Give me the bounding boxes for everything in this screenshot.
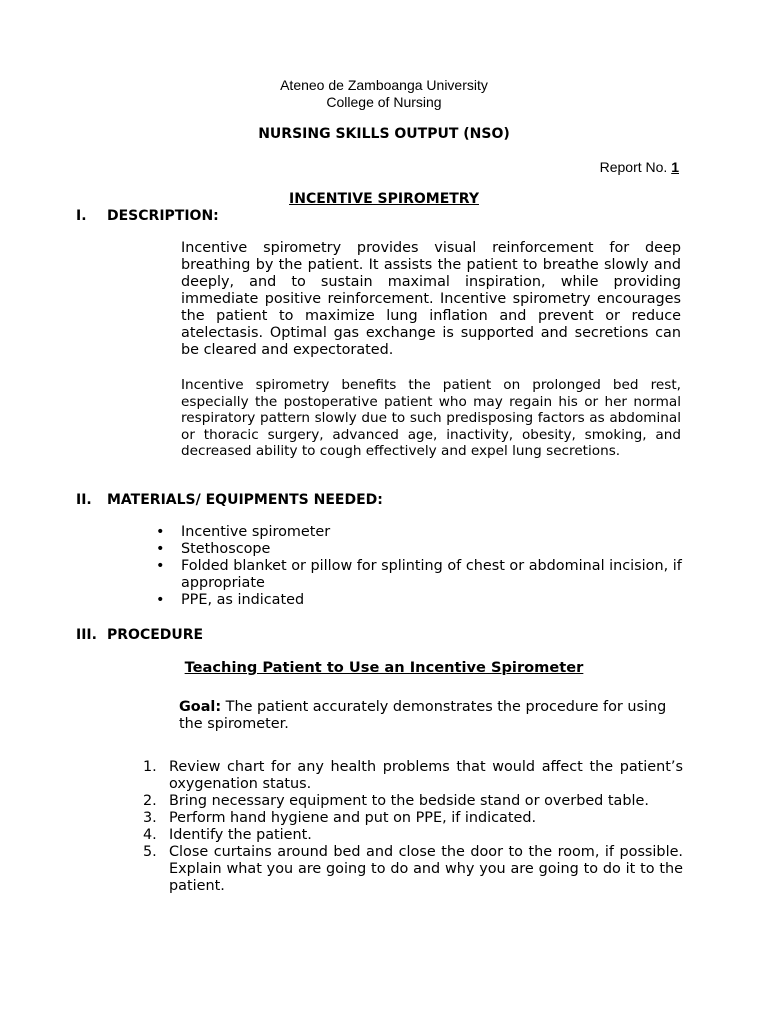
description-paragraph-2: Incentive spirometry benefits the patient on prolonged bed rest, especially the postoperative patient who may regain his or her normal respiratory pattern slowly due to such predisposing factors as abdominal or thoracic surgery, advanced age, inactivity, obesity, smoking, and decreased ability to cough effectively and expel lung secretions. xyxy=(181,377,681,460)
step-text: Review chart for any health problems that would affect the patient’s oxygenation status. xyxy=(169,759,683,792)
step-text: Identify the patient. xyxy=(169,827,312,843)
list-item-text: Stethoscope xyxy=(181,541,271,557)
step-number: 2. xyxy=(143,793,157,809)
section-title-materials: MATERIALS/ EQUIPMENTS NEEDED: xyxy=(107,492,383,508)
procedure-goal xyxy=(179,699,679,733)
topic-title: INCENTIVE SPIROMETRY xyxy=(289,191,479,207)
step-number: 1. xyxy=(143,759,157,775)
list-item-text: PPE, as indicated xyxy=(181,592,305,608)
step-number: 4. xyxy=(143,827,157,843)
description-paragraph-1: Incentive spirometry provides visual reinforcement for deep breathing by the patient. It assists the patient to breathe slowly and deeply, and to sustain maximal inspiration, while providing immediate positive reinforcement. Incentive spirometry encourages the patient to maximize lung inflation and prevent or reduce atelectasis. Optimal gas exchange is supported and secretions can be cleared and expectorated. xyxy=(181,240,681,358)
list-item xyxy=(143,793,683,810)
bullet-icon: • xyxy=(156,592,165,608)
step-text: Close curtains around bed and close the door to the room, if possible. Explain what you are going to do and why you are going to do it to the patient. xyxy=(169,844,683,894)
bullet-icon: • xyxy=(156,524,165,540)
goal-label: Goal: xyxy=(179,699,222,715)
report-number-value: 1 xyxy=(671,159,679,175)
list-item-text: Incentive spirometer xyxy=(181,524,331,540)
step-text: Perform hand hygiene and put on PPE, if indicated. xyxy=(169,810,537,826)
section-title-procedure: PROCEDURE xyxy=(107,627,204,643)
report-number xyxy=(600,159,679,176)
list-item-text: Folded blanket or pillow for splinting of chest or abdominal incision, if appropriate xyxy=(181,558,682,591)
bullet-icon: • xyxy=(156,558,165,574)
list-item xyxy=(156,524,686,541)
goal-text: The patient accurately demonstrates the procedure for using the spirometer. xyxy=(179,699,667,732)
procedure-subtitle: Teaching Patient to Use an Incentive Spirometer xyxy=(184,659,584,676)
list-item xyxy=(143,827,683,844)
step-number: 3. xyxy=(143,810,157,826)
report-label: Report No. xyxy=(599,159,668,175)
list-item xyxy=(143,810,683,827)
section-number-description: I. xyxy=(76,208,87,224)
bullet-icon: • xyxy=(156,541,165,557)
materials-list xyxy=(156,524,686,609)
section-title-description: DESCRIPTION: xyxy=(107,208,219,224)
section-number-materials: II. xyxy=(76,492,92,508)
list-item xyxy=(156,558,686,592)
list-item xyxy=(156,541,686,558)
university-name: Ateneo de Zamboanga University xyxy=(280,77,488,93)
step-text: Bring necessary equipment to the bedside stand or overbed table. xyxy=(169,793,649,809)
list-item xyxy=(156,592,686,609)
college-name: College of Nursing xyxy=(326,94,442,110)
section-number-procedure: III. xyxy=(76,627,97,643)
procedure-steps xyxy=(143,759,683,895)
document-title: NURSING SKILLS OUTPUT (NSO) xyxy=(258,126,510,142)
list-item xyxy=(143,759,683,793)
list-item xyxy=(143,844,683,895)
step-number: 5. xyxy=(143,844,157,860)
